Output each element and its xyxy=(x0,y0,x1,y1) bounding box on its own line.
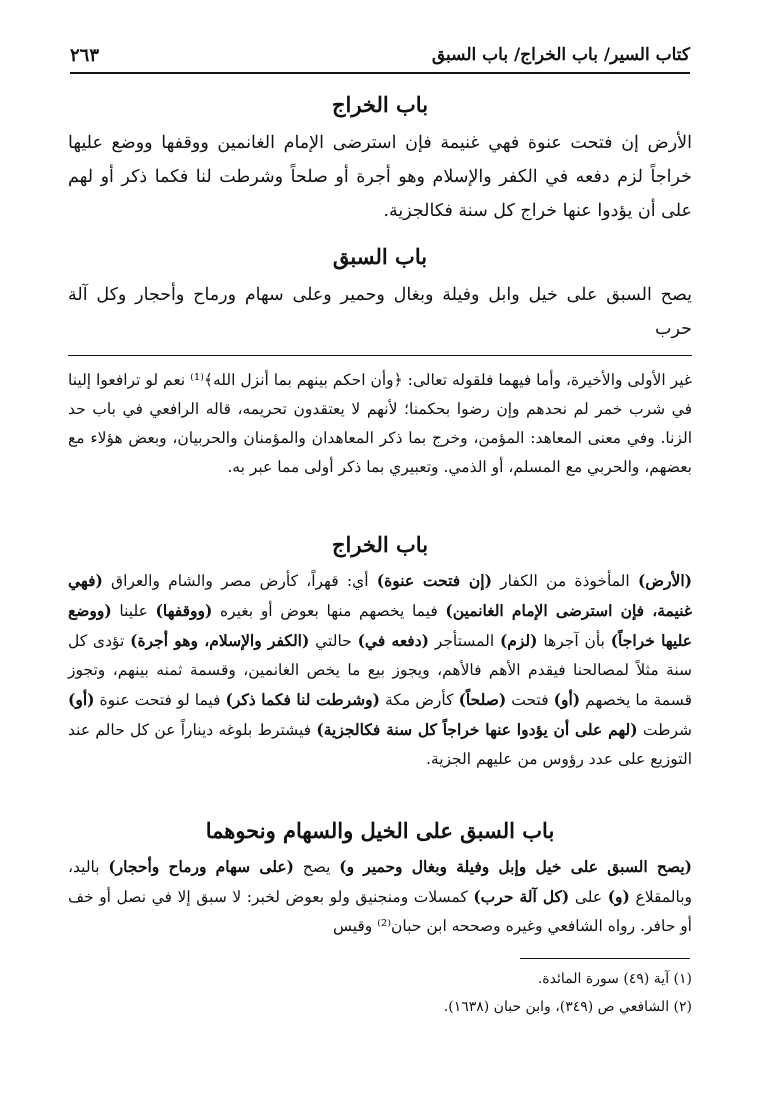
bold-matn-segment: (يصح السبق على خيل وإبل وفيلة وبغال وحمير و) xyxy=(339,857,692,876)
commentary-segment: المستأجر xyxy=(428,632,500,650)
bold-matn-segment: (لهم على أن يؤدوا عنها خراجاً كل سنة فكالجزية) xyxy=(316,720,638,739)
commentary-sabq-heading: باب السبق على الخيل والسهام ونحوهما xyxy=(205,818,555,843)
bold-matn-segment: (إن فتحت عنوة) xyxy=(376,571,492,590)
footnote-2: (٢) الشافعي ص (٣٤٩)، وابن حبان (١٦٣٨). xyxy=(443,999,692,1015)
commentary-segment: علينا xyxy=(111,602,156,620)
commentary-segment: باليد، وبالمقلاع xyxy=(68,858,692,906)
commentary-segment: فيشترط بلوغه ديناراً عن كل حالم عند التوزيع على عدد رؤوس من عليهم الجزية. xyxy=(68,721,692,768)
bold-matn-segment: (الأرض) xyxy=(637,571,692,590)
bold-matn-segment: (كل آلة حرب) xyxy=(473,887,570,906)
kharaj-main-text: الأرض إن فتحت عنوة فهي غنيمة فإن استرضى الإمام الغانمين ووقفها ووضع عليها خراجاً لزم دفعه في الكفر والإسلام وهو أجرة أو صلحاً وشرطت لنا فكما ذكر أو لهم على أن يؤدوا عنها خراج كل سنة فكالجزية. xyxy=(68,133,692,221)
commentary-segment: كأرض مكة xyxy=(379,691,459,709)
commentary-segment: فيما يخصهم منها بعوض أو بغيره xyxy=(212,602,446,620)
sabq-main-text: يصح السبق على خيل وابل وفيلة وبغال وحمير وعلى سهام ورماح وأحجار وكل آلة حرب xyxy=(68,285,692,339)
sabq-heading: باب السبق xyxy=(332,244,428,269)
page-number: ٢٦٣ xyxy=(70,44,100,66)
commentary-segment: شرطت xyxy=(637,721,692,739)
footnote-1: (١) آية (٤٩) سورة المائدة. xyxy=(537,971,692,987)
commentary-segment: على xyxy=(569,888,608,906)
commentary-segment: فيما لو فتحت عنوة xyxy=(94,691,226,709)
commentary-sabq-text xyxy=(68,852,692,941)
bold-matn-segment: (الكفر والإسلام، وهو أجرة) xyxy=(130,631,310,650)
commentary-continuation: غير الأولى والأخيرة، وأما فيهما فلقوله تعالى: ﴿وأن احكم بينهم بما أنزل الله﴾⁽¹⁾ نعم لو ترافعوا إلينا في شرب خمر لم نحدهم وإن رضوا بحكمنا؛ لأنهم لا يعتقدون تحريمه، قاله الرافعي في باب حد الزنا. وفي معنى المعاهد: المؤمن، وخرج بما ذكر المعاهدان والمؤمنان والحربيان، وبعض هؤلاء مع بعضهم، والحربي مع المسلم، أو الذمي. وتعبيري بما ذكر أولى مما عبر به. xyxy=(68,371,692,476)
running-title: كتاب السير/ باب الخراج/ باب السبق xyxy=(431,45,690,65)
bold-matn-segment: (لزم) xyxy=(499,631,538,650)
footnote-divider xyxy=(520,958,690,959)
commentary-segment: فتحت xyxy=(506,691,554,709)
bold-matn-segment: (ووقفها) xyxy=(155,601,213,620)
bold-matn-segment: (على سهام ورماح وأحجار) xyxy=(108,857,294,876)
bold-matn-segment: (أو) xyxy=(553,690,581,709)
bold-matn-segment: (دفعه في) xyxy=(357,631,429,650)
commentary-segment: كمسلات ومنجنيق ولو بعوض لخبر: لا سبق إلا في نصل أو خف أو حافر. رواه الشافعي وغيره وصححه ابن حبان⁽²⁾ وقيس xyxy=(68,888,692,935)
commentary-segment: بأن آجرها xyxy=(537,632,611,650)
commentary-segment: تؤدى كل سنة مثلاً لمصالحنا فيقدم الأهم فالأهم، ويجوز بيع ما يخص الغانمين، وقسمة ثمنه بينهم، وتجوز قسمة ما يخصهم xyxy=(68,632,692,709)
commentary-kharaj-heading: باب الخراج xyxy=(331,532,429,557)
commentary-kharaj-text xyxy=(68,566,692,774)
commentary-segment: المأخوذة من الكفار xyxy=(491,572,638,590)
bold-matn-segment: (وشرطت لنا فكما ذكر) xyxy=(225,690,380,709)
text-commentary-divider xyxy=(68,355,692,356)
commentary-segment: يصح xyxy=(293,858,340,876)
bold-matn-segment: (و) xyxy=(607,887,630,906)
bold-matn-segment: (ووضع عليها خراجاً) xyxy=(68,601,692,650)
bold-matn-segment: (فهي غنيمة، فإن استرضى الإمام الغانمين) xyxy=(68,571,692,620)
bold-matn-segment: (أو) xyxy=(68,690,95,709)
commentary-segment: أي: قهراً، كأرض مصر والشام والعراق xyxy=(102,572,377,590)
running-header xyxy=(70,38,690,74)
kharaj-heading: باب الخراج xyxy=(331,92,429,117)
bold-matn-segment: (صلحاً) xyxy=(458,690,507,709)
commentary-segment: حالتي xyxy=(309,632,358,650)
